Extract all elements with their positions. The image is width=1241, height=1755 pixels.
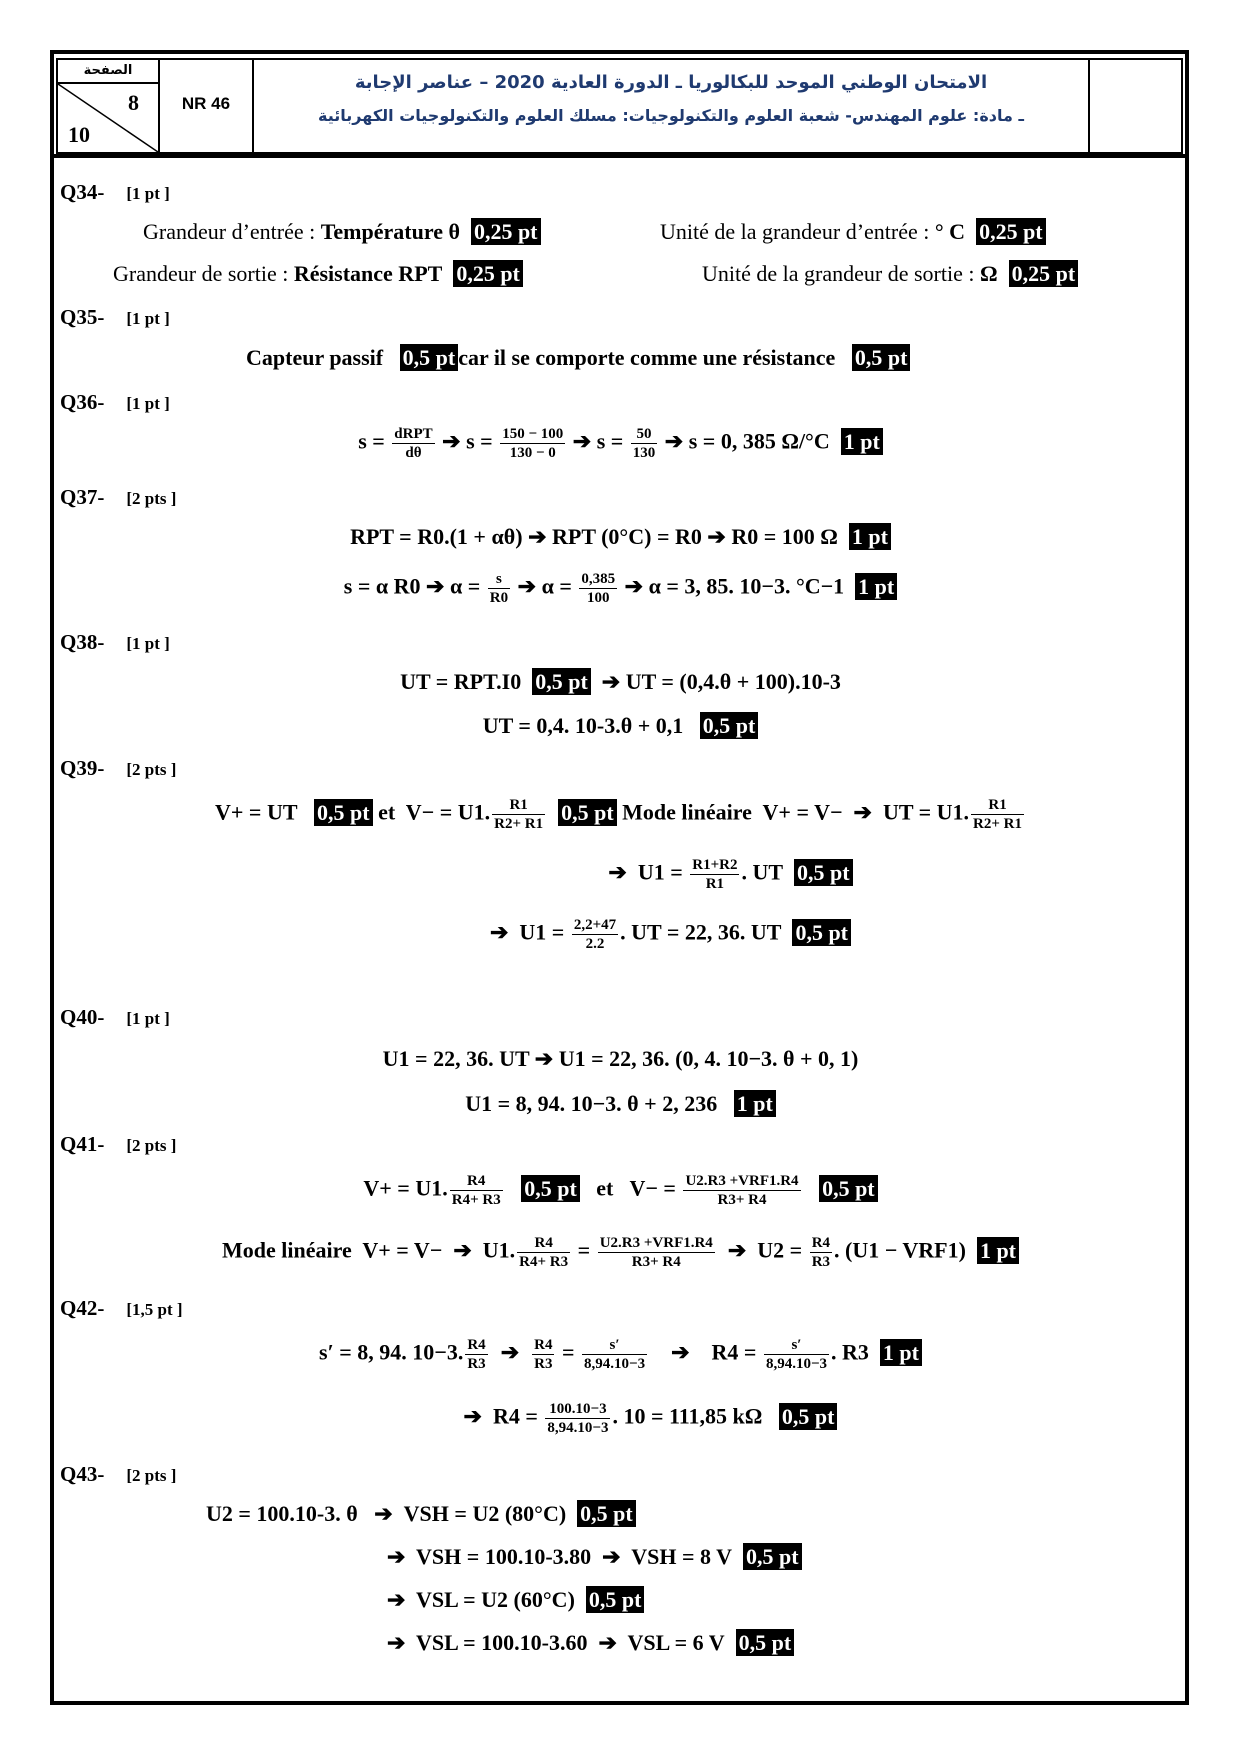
formula-result: R0 = 100 Ω (731, 524, 838, 549)
formula-text: Mode linéaire (222, 1237, 352, 1263)
formula-text: s = (596, 428, 624, 454)
arrow-icon: ➔ (853, 799, 872, 825)
points-badge: 0,5 pt (794, 859, 853, 886)
q39-line3 (50, 916, 1241, 953)
exam-title: الامتحان الوطني الموحد للبكالوريا ـ الدورة العادية 2020 – عناصر الإجابة (354, 72, 988, 93)
q37-line1 (0, 523, 1241, 550)
q36-heading (60, 390, 170, 415)
arrow-icon: ➔ (426, 573, 445, 599)
arrow-icon: ➔ (528, 524, 547, 549)
q34-line2-unit (702, 260, 1078, 287)
points-badge: 0,5 pt (586, 1586, 645, 1613)
fraction: $\frac{R1+R2}{R1}$ (692, 857, 738, 892)
question-points: [1 pt ] (126, 634, 170, 653)
formula-text: U1. (482, 1237, 516, 1263)
q38-line1 (0, 668, 1241, 695)
formula-text: α = (449, 573, 481, 599)
formula-text: RPT = R0.(1 + αθ) (350, 524, 523, 549)
arrow-icon: ➔ (707, 524, 726, 549)
points-badge: 0,5 pt (577, 1500, 636, 1527)
formula-result: . 10 = 111,85 kΩ (612, 1403, 763, 1429)
formula-text: s = (466, 428, 493, 454)
formula-text: U2 = (757, 1237, 803, 1263)
answer-reason: car il se comporte comme une résistance (458, 345, 836, 370)
points-badge: 0,5 pt (314, 799, 373, 826)
formula-text: U1 = (519, 919, 565, 945)
arrow-icon: ➔ (602, 1544, 621, 1569)
arrow-icon: ➔ (387, 1544, 406, 1569)
fraction: $\frac{100.10-3}{8,94.10-3}$ (547, 1401, 609, 1436)
question-number: Q36- (60, 390, 105, 414)
arrow-icon: ➔ (442, 428, 461, 454)
fraction: $\frac{R1}{R2+ R1}$ (494, 797, 544, 832)
arrow-icon: ➔ (387, 1630, 406, 1655)
q34-line1-unit (660, 218, 1046, 245)
fraction: $\frac{R4}{R4+ R3}$ (519, 1235, 569, 1270)
q34-line1 (143, 218, 541, 245)
arrow-icon: ➔ (727, 1237, 747, 1263)
question-number: Q34- (60, 180, 105, 204)
page-label: الصفحة (58, 60, 158, 84)
q42-line1 (0, 1336, 1241, 1373)
q35-heading (60, 305, 170, 330)
arrow-icon: ➔ (601, 669, 621, 694)
question-points: [2 pts ] (126, 1466, 177, 1485)
arrow-icon: ➔ (489, 919, 509, 945)
q43-line2 (387, 1543, 802, 1570)
ref-cell (160, 60, 254, 152)
title-cell (254, 60, 1090, 152)
points-badge: 1 pt (841, 428, 883, 455)
question-points: [2 pts ] (126, 760, 177, 779)
points-badge: 0,5 pt (792, 919, 851, 946)
question-points: [1 pt ] (126, 184, 170, 203)
formula-text: VSL = U2 (60°C) (416, 1587, 575, 1612)
formula-text: R4 = (711, 1339, 757, 1365)
points-badge: 0,5 pt (700, 712, 759, 739)
points-badge: 0,25 pt (1009, 260, 1079, 287)
question-number: Q41- (60, 1132, 105, 1156)
formula-text: RPT (0°C) = R0 (552, 524, 702, 549)
formula-text: V+ = V− (762, 799, 843, 825)
fraction: $\frac{0,385}{100}$ (581, 571, 616, 606)
arrow-icon: ➔ (517, 573, 537, 599)
q36-formula (0, 425, 1241, 462)
header-separator (50, 154, 1189, 158)
output-value: Résistance RPT (293, 261, 443, 286)
fraction: $\frac{R4}{R3}$ (467, 1337, 486, 1372)
formula-text: VSL = 100.10-3.60 (416, 1630, 588, 1655)
q43-line4 (387, 1629, 794, 1656)
q42-heading (60, 1296, 183, 1321)
arrow-icon: ➔ (500, 1339, 520, 1365)
question-points: [1 pt ] (126, 309, 170, 328)
points-badge: 1 pt (734, 1090, 776, 1117)
question-number: Q42- (60, 1296, 105, 1320)
formula-result: VSL = 6 V (627, 1630, 725, 1655)
input-unit-label: Unité de la grandeur d’entrée : (660, 219, 935, 244)
q35-answer (246, 344, 910, 371)
q34-heading (60, 180, 170, 205)
arrow-icon: ➔ (387, 1587, 406, 1612)
question-number: Q43- (60, 1462, 105, 1486)
arrow-icon: ➔ (608, 859, 627, 885)
q34-line2 (113, 260, 523, 287)
answer-text: Capteur passif (246, 345, 384, 370)
points-badge: 1 pt (849, 523, 891, 550)
input-unit: ° C (934, 219, 966, 244)
fraction: $\frac{\text{U2.R3 +VRF1.R4}}{R3+ R4}$ (599, 1235, 713, 1270)
fraction: $\frac{50}{130}$ (632, 426, 656, 461)
formula-result: α = 3, 85. 10−3. °C−1 (648, 573, 845, 599)
arrow-icon: ➔ (453, 1237, 472, 1263)
input-value: Température θ (320, 219, 460, 244)
q41-line2 (0, 1234, 1241, 1271)
fraction: $\frac{R4}{R3}$ (811, 1235, 831, 1270)
formula-text: . R3 (831, 1339, 869, 1365)
question-points: [2 pts ] (126, 489, 177, 508)
output-unit-label: Unité de la grandeur de sortie : (702, 261, 980, 286)
formula-text: s′ = 8, 94. 10−3. (319, 1339, 464, 1365)
q40-heading (60, 1005, 170, 1030)
points-badge: 1 pt (977, 1237, 1019, 1264)
formula-text: α = (541, 573, 572, 599)
q43-heading (60, 1462, 176, 1487)
q41-line1 (0, 1172, 1241, 1209)
formula-text: V− = U1. (405, 799, 491, 825)
formula-text: et (378, 799, 396, 825)
q40-line2 (0, 1090, 1241, 1117)
question-number: Q37- (60, 485, 105, 509)
formula-text: U1 = 22, 36. UT (382, 1046, 530, 1071)
points-badge: 0,5 pt (819, 1175, 878, 1202)
question-number: Q38- (60, 630, 105, 654)
question-points: [1 pt ] (126, 1009, 170, 1028)
formula-text: V− = (629, 1175, 676, 1201)
fraction: $\frac{R1}{R2+ R1}$ (973, 797, 1023, 832)
formula-text: VSH = 100.10-3.80 (416, 1544, 592, 1569)
exam-subtitle: ـ مادة: علوم المهندس- شعبة العلوم والتكنولوجيات: مسلك العلوم والتكنولوجيات الكهربائية (318, 106, 1024, 125)
q39-line2 (110, 856, 1241, 893)
formula-text: et (596, 1175, 614, 1201)
question-points: [1,5 pt ] (126, 1300, 183, 1319)
fraction: $\frac{\text{U2.R3 +VRF1.R4}}{R3+ R4}$ (685, 1173, 799, 1208)
formula-text: VSH = U2 (80°C) (403, 1501, 567, 1526)
q39-line1 (0, 796, 1241, 833)
points-badge: 0,5 pt (532, 668, 591, 695)
arrow-icon: ➔ (374, 1501, 393, 1526)
formula-result: VSH = 8 V (631, 1544, 732, 1569)
formula-result: . UT = 22, 36. UT (620, 919, 782, 945)
question-number: Q35- (60, 305, 105, 329)
q41-heading (60, 1132, 176, 1157)
q38-heading (60, 630, 170, 655)
formula-text: = (561, 1339, 575, 1365)
points-badge: 0,5 pt (736, 1629, 795, 1656)
q38-line2 (0, 712, 1241, 739)
question-number: Q40- (60, 1005, 105, 1029)
formula-text: s = (358, 428, 385, 454)
formula-text: V+ = UT (214, 799, 298, 825)
fraction: $\frac{150 - 100}{130 - 0}$ (502, 426, 564, 461)
formula-result: . (U1 − VRF1) (834, 1237, 966, 1263)
points-badge: 0,5 pt (779, 1403, 838, 1430)
arrow-icon: ➔ (534, 1046, 554, 1071)
points-badge: 0,5 pt (400, 344, 459, 371)
formula-text: = (577, 1237, 591, 1263)
formula-text: UT = U1. (882, 799, 970, 825)
fraction: $\frac{R4}{R4+ R3}$ (451, 1173, 501, 1208)
page-number: 8 (128, 90, 139, 115)
q39-heading (60, 756, 176, 781)
fraction: $\frac{R4}{R3}$ (534, 1337, 553, 1372)
header-table (56, 58, 1183, 154)
ref-code: NR 46 (181, 94, 231, 113)
question-points: [1 pt ] (126, 394, 170, 413)
arrow-icon: ➔ (624, 573, 644, 599)
formula-text: s = α R0 (343, 573, 421, 599)
points-badge: 0,5 pt (558, 799, 617, 826)
arrow-icon: ➔ (664, 428, 684, 454)
page-total: 10 (68, 122, 90, 147)
q43-line3 (387, 1586, 644, 1613)
points-badge: 1 pt (880, 1339, 922, 1366)
points-badge: 0,25 pt (976, 218, 1046, 245)
fraction: $\frac{s}{R0}$ (489, 571, 509, 606)
output-unit: Ω (979, 261, 998, 286)
question-points: [2 pts ] (126, 1136, 177, 1155)
formula-text: U1 = (637, 859, 683, 885)
arrow-icon: ➔ (671, 1339, 690, 1365)
formula-text: . UT (741, 859, 784, 885)
formula-text: U2 = 100.10-3. θ (206, 1501, 358, 1526)
formula-text: V+ = U1. (363, 1175, 448, 1201)
page-cell (58, 60, 160, 152)
fraction: $\frac{\text{dRPT}}{d\theta}$ (394, 426, 433, 461)
points-badge: 1 pt (855, 573, 897, 600)
formula-text: R4 = (492, 1403, 538, 1429)
points-badge: 0,25 pt (453, 260, 523, 287)
formula-result: U1 = 8, 94. 10−3. θ + 2, 236 (465, 1091, 718, 1116)
formula-result: s = 0, 385 Ω/°C (688, 428, 830, 454)
formula-text: Mode linéaire (622, 799, 752, 825)
q40-line1 (0, 1046, 1241, 1072)
points-badge: 0,5 pt (852, 344, 911, 371)
points-badge: 0,5 pt (521, 1175, 580, 1202)
fraction: $\frac{s'}{8,94.10-3}$ (584, 1337, 646, 1372)
q37-heading (60, 485, 176, 510)
arrow-icon: ➔ (463, 1403, 482, 1429)
fraction: $\frac{2,2+47}{2.2}$ (573, 917, 617, 952)
question-number: Q39- (60, 756, 105, 780)
q42-line2 (30, 1400, 1241, 1437)
arrow-icon: ➔ (572, 428, 592, 454)
formula-text: UT = (0,4.θ + 100).10-3 (625, 669, 841, 694)
input-label: Grandeur d’entrée : (143, 219, 321, 244)
q37-line2 (0, 570, 1241, 607)
fraction: $\frac{s'}{8,94.10-3}$ (765, 1337, 828, 1372)
points-badge: 0,25 pt (471, 218, 541, 245)
formula-text: UT = RPT.I0 (400, 669, 522, 694)
output-label: Grandeur de sortie : (113, 261, 294, 286)
q43-line1 (206, 1500, 636, 1527)
arrow-icon: ➔ (598, 1630, 617, 1655)
formula-text: U1 = 22, 36. (0, 4. 10−3. θ + 0, 1) (558, 1046, 859, 1071)
points-badge: 0,5 pt (743, 1543, 802, 1570)
formula-result: UT = 0,4. 10-3.θ + 0,1 (482, 713, 684, 738)
formula-text: V+ = V− (362, 1237, 443, 1263)
